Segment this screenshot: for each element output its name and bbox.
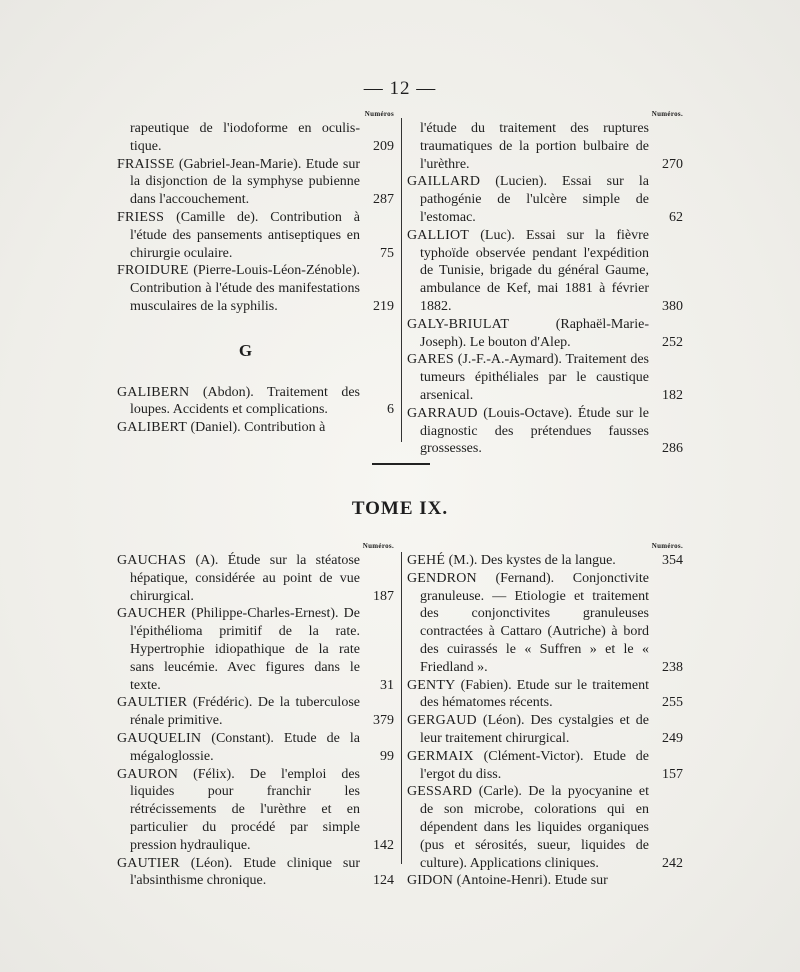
author-name: FROIDURE	[117, 263, 189, 279]
index-entry	[407, 677, 683, 713]
entry-text: (Félix). De l'emploi des liquides pour franchir les rétrécissements de l'urèthre et en particulier du procédé par simple pression hydraulique.	[130, 766, 361, 853]
entry-text: (Fabien). Etude sur le traitement des hématomes récents.	[420, 677, 649, 711]
entry-number: 242	[662, 855, 683, 871]
author-name: GERMAIX	[407, 748, 474, 764]
entry-text: (J.-F.-A.-Aymard). Traitement des tumeurs épithéliales par le caustique arsenical.	[420, 352, 649, 403]
index-entry	[407, 316, 683, 352]
bottom-left-column	[117, 540, 394, 890]
entry-number: 187	[373, 588, 394, 604]
entry-text: (Léon). Etude clinique sur l'absinthisme chronique.	[130, 855, 361, 889]
author-name: GAUCHAS	[117, 553, 187, 568]
entry-text: (Frédéric). De la tuberculose rénale primitive.	[130, 695, 360, 729]
entry-number: 255	[662, 695, 683, 711]
entry-list	[117, 552, 394, 890]
numeros-header: Numéros.	[651, 542, 683, 550]
author-name: GAUQUELIN	[117, 730, 202, 746]
entry-number: 6	[387, 402, 394, 418]
author-name: GENTY	[407, 677, 456, 693]
entry-text: (Louis-Octave). Étude sur le diagnostic des prétendues fausses grossesses.	[420, 405, 650, 457]
entry-number: 182	[662, 387, 683, 403]
author-name: GALLIOT	[407, 227, 470, 243]
author-name: GAULTIER	[117, 695, 188, 711]
index-entry	[407, 120, 683, 173]
entry-text: (Luc). Essai sur la fièvre typhoïde observée pendant l'expédition de Tunisie, brigade du général Gaume, ambulance de Kef, mai 1881 à février 1882.	[420, 227, 649, 314]
index-entry	[117, 694, 394, 730]
entry-number: 124	[373, 873, 394, 889]
entry-number: 209	[373, 138, 394, 154]
index-entry	[117, 120, 394, 156]
entry-text: (Antoine-Henri). Etude sur	[456, 873, 608, 889]
index-entry	[407, 405, 683, 458]
author-name: GARES	[407, 352, 454, 368]
tome-title: TOME IX.	[351, 498, 449, 519]
index-entry	[117, 419, 394, 437]
entry-text: (Daniel). Contribution à	[190, 420, 326, 436]
letter-heading: G	[238, 340, 253, 360]
author-name: GEHÉ	[407, 553, 446, 568]
author-name: GAUCHER	[117, 606, 187, 622]
page-number: — 12 —	[363, 78, 437, 99]
entry-text: (Camille de). Contribution à l'étude des pansements antiseptiques en chirurgie oculaire.	[130, 209, 360, 261]
entry-number: 31	[380, 677, 394, 693]
entry-number: 379	[373, 713, 394, 729]
index-entry	[117, 605, 394, 694]
entry-number: 287	[373, 192, 394, 208]
index-entry	[117, 552, 394, 605]
author-name: GALY-BRIULAT	[407, 316, 510, 332]
author-name: GESSARD	[407, 784, 473, 800]
entry-number: 142	[373, 837, 394, 853]
entry-number: 62	[669, 209, 683, 225]
entry-text: (Abdon). Traitement des loupes. Accidents et complications.	[130, 384, 360, 418]
entry-list	[407, 552, 683, 890]
index-entry	[407, 748, 683, 784]
entry-text: rapeutique de l'iodoforme en oculis-tique.	[130, 121, 360, 154]
index-entry	[407, 872, 683, 890]
section-rule	[372, 463, 430, 465]
entry-number: 380	[662, 298, 683, 314]
entry-text: (M.). Des kystes de la langue.	[448, 553, 616, 568]
author-name: FRAISSE	[117, 156, 175, 172]
bottom-right-column	[407, 540, 683, 890]
entry-number: 75	[380, 245, 394, 261]
entry-text: (Gabriel-Jean-Marie). Etude sur la disjonction de la symphyse pubienne dans l'accouchement.	[130, 156, 361, 208]
index-entry	[117, 730, 394, 766]
author-name: GALIBERT	[117, 420, 187, 436]
entry-number: 252	[662, 334, 683, 350]
index-entry	[117, 766, 394, 855]
author-name: GAUTIER	[117, 855, 180, 871]
author-name: GAURON	[117, 766, 179, 782]
author-name: GENDRON	[407, 570, 477, 586]
index-entry	[407, 570, 683, 677]
author-name: GIDON	[407, 873, 454, 889]
entry-number: 219	[373, 298, 394, 314]
column-divider	[401, 118, 402, 442]
entry-text: (Carle). De la pyocyanine et de son microbe, colorations qui en dépendent dans les liquides organiques (pus et sérosités, sueur, liquides de culture). Applications cliniques.	[420, 784, 649, 871]
column-divider	[401, 552, 402, 864]
entry-text: (Léon). Des cystalgies et de leur traitement chirurgical.	[420, 713, 650, 746]
entry-text: (Constant). Etude de la mégaloglossie.	[130, 730, 360, 764]
index-entry	[117, 384, 394, 420]
entry-number: 157	[662, 766, 683, 782]
entry-text: (Clément-Victor). Etude de l'ergot du diss.	[420, 748, 650, 782]
top-right-column	[407, 108, 683, 458]
entry-text: (Lucien). Essai sur la pathogénie de l'ulcère simple de l'estomac.	[420, 174, 649, 225]
entry-number: 238	[662, 659, 683, 675]
entry-list	[407, 120, 683, 458]
index-entry	[407, 173, 683, 226]
index-entry	[117, 262, 394, 315]
entry-text: (Raphaël-Marie-Joseph). Le bouton d'Alep.	[420, 316, 649, 350]
entry-number: 270	[662, 156, 683, 172]
entry-number: 286	[662, 441, 683, 457]
index-entry	[407, 783, 683, 872]
entry-list	[117, 384, 394, 437]
entry-text: (A). Étude sur la stéatose hépatique, considérée au point de vue chirurgical.	[130, 553, 360, 604]
author-name: GALIBERN	[117, 384, 190, 400]
index-entry	[407, 712, 683, 748]
index-entry	[407, 552, 683, 570]
entry-text: (Philippe-Charles-Ernest). De l'épithélioma primitif de la rate. Hypertrophie idiopathique de la rate sans leucémie. Avec figures dans le texte.	[130, 606, 360, 693]
index-entry	[117, 209, 394, 262]
entry-list	[117, 120, 394, 316]
entry-number: 99	[380, 748, 394, 764]
numeros-header: Numéros	[364, 110, 394, 118]
entry-number: 249	[662, 730, 683, 746]
top-left-column	[117, 108, 394, 437]
author-name: GERGAUD	[407, 713, 477, 729]
entry-number: 354	[662, 553, 683, 568]
index-entry	[407, 227, 683, 316]
index-entry	[407, 351, 683, 404]
index-entry	[117, 855, 394, 891]
author-name: GARRAUD	[407, 405, 478, 421]
index-entry	[117, 156, 394, 209]
author-name: FRIESS	[117, 209, 165, 225]
entry-text: (Fernand). Conjonctivite granuleuse. — Etiologie et traitement des conjonctivites granuleuses contractées à Cattaro (Autriche) à bord des cuirassés le « Suffren » et le « Friedland ».	[420, 570, 649, 675]
numeros-header: Numéros.	[362, 542, 394, 550]
entry-text: (Pierre-Louis-Léon-Zénoble). Contribution à l'étude des manifestations musculaires de la syphilis.	[130, 263, 360, 314]
author-name: GAILLARD	[407, 174, 481, 190]
entry-text: l'étude du traitement des ruptures traumatiques de la portion bulbaire de l'urèthre.	[420, 121, 649, 172]
numeros-header: Numéros.	[651, 110, 683, 118]
